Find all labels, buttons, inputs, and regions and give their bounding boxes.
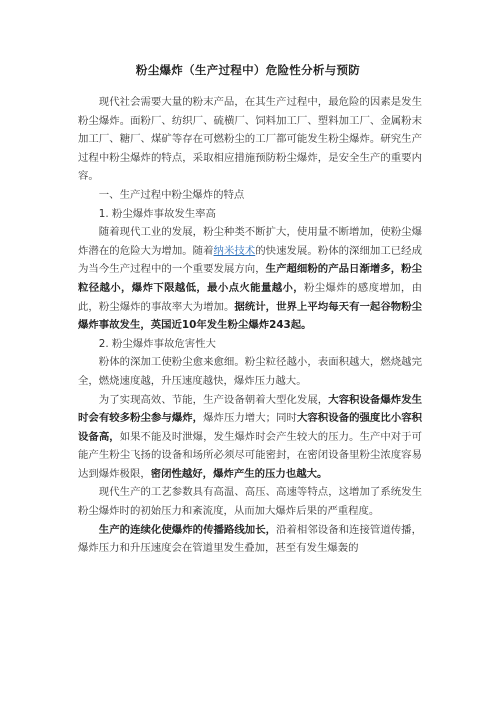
document-body <box>78 93 422 558</box>
paragraph-1-text-b: 的快速发展。粉体的深细加工已经成为当今生产过程中的一个重要发展方向， <box>78 244 423 276</box>
subheading-2: 2. 粉尘爆炸事故危害性大 <box>98 337 216 350</box>
paragraph-3-text-c: 如果不能及时泄爆，发生爆炸时会产生较大的压力。生产中对于可能产生粉尘飞扬的设备和场所必须尽可能密封，在密闭设备里粉尘浓度容易达到爆炸极限， <box>78 430 422 480</box>
paragraph-4: 现代生产的工艺参数具有高温、高压、高速等特点，这增加了系统发生粉尘爆炸时的初始压力和紊流度，从而加大爆炸后果的严重程度。 <box>78 486 422 518</box>
nanotech-link[interactable]: 纳米技术 <box>213 244 256 257</box>
paragraph-1 <box>78 223 422 335</box>
paragraph-3-text-b: 爆炸压力增大；同时 <box>203 412 297 425</box>
paragraph-3-bold-1: 大容积设备爆炸发生时会有较多粉尘参与爆炸， <box>78 393 423 425</box>
paragraph-1-bold-1: 生产超细粉的产品日渐增多，粉尘粒径越小，爆炸下限越低，最小点火能量越小， <box>78 263 422 294</box>
paragraph-1-text-a: 随着现代工业的发展，粉尘种类不断扩大，使用量不断增加，使粉尘爆炸潜在的危险大为增加。随着 <box>78 226 422 257</box>
paragraph-2: 粉体的深加工使粉尘愈来愈细。粉尘粒径越小，表面积越大，燃烧越完全，燃烧速度越，升压速度越快，爆炸压力越大。 <box>78 356 422 387</box>
subheading-1: 1. 粉尘爆炸事故发生率高 <box>98 207 216 220</box>
paragraph-3-bold-3: 密闭性越好，爆炸产生的压力也越大。 <box>150 467 328 480</box>
paragraph-5-text-a: 沿着相邻设备和连接管道传播，爆炸压力和升压速度会在管道里发生叠加，甚至有发生爆轰的 <box>78 523 423 555</box>
paragraph-3 <box>78 391 422 484</box>
paragraph-3-text-a: 为了实现高效、节能，生产设备朝着大型化发展， <box>98 393 329 406</box>
page-title: 粉尘爆炸（生产过程中）危险性分析与预防 <box>135 63 361 77</box>
paragraph-1-bold-2: 据统计，世界上平均每天有一起谷物粉尘爆炸事故发生，英国近10年发生粉尘爆炸243起。 <box>78 300 423 332</box>
paragraph-3-bold-2: 大容积设备的强度比小容积设备高， <box>78 412 423 443</box>
intro-paragraph: 现代社会需要大量的粉末产品，在其生产过程中，最危险的因素是发生粉尘爆炸。面粉厂、纺织厂、硫横厂、饲料加工厂、塑料加工厂、金属粉末加工厂、糖厂、煤矿等存在可燃粉尘的工厂都可能发生粉尘爆炸。研究生产过程中粉尘爆炸的特点，采取相应措施预防粉尘爆炸，是安全生产的重要内容。 <box>78 96 422 183</box>
paragraph-1-text-c: 粉尘爆炸的感度增加，由此，粉尘爆炸的事故率大为增加。 <box>78 281 423 313</box>
section-heading-1: 一、生产过程中粉尘爆炸的特点 <box>98 188 245 201</box>
paragraph-5-bold-1: 生产的连续化使爆炸的传播路线加长， <box>98 523 277 536</box>
paragraph-5 <box>78 521 422 558</box>
